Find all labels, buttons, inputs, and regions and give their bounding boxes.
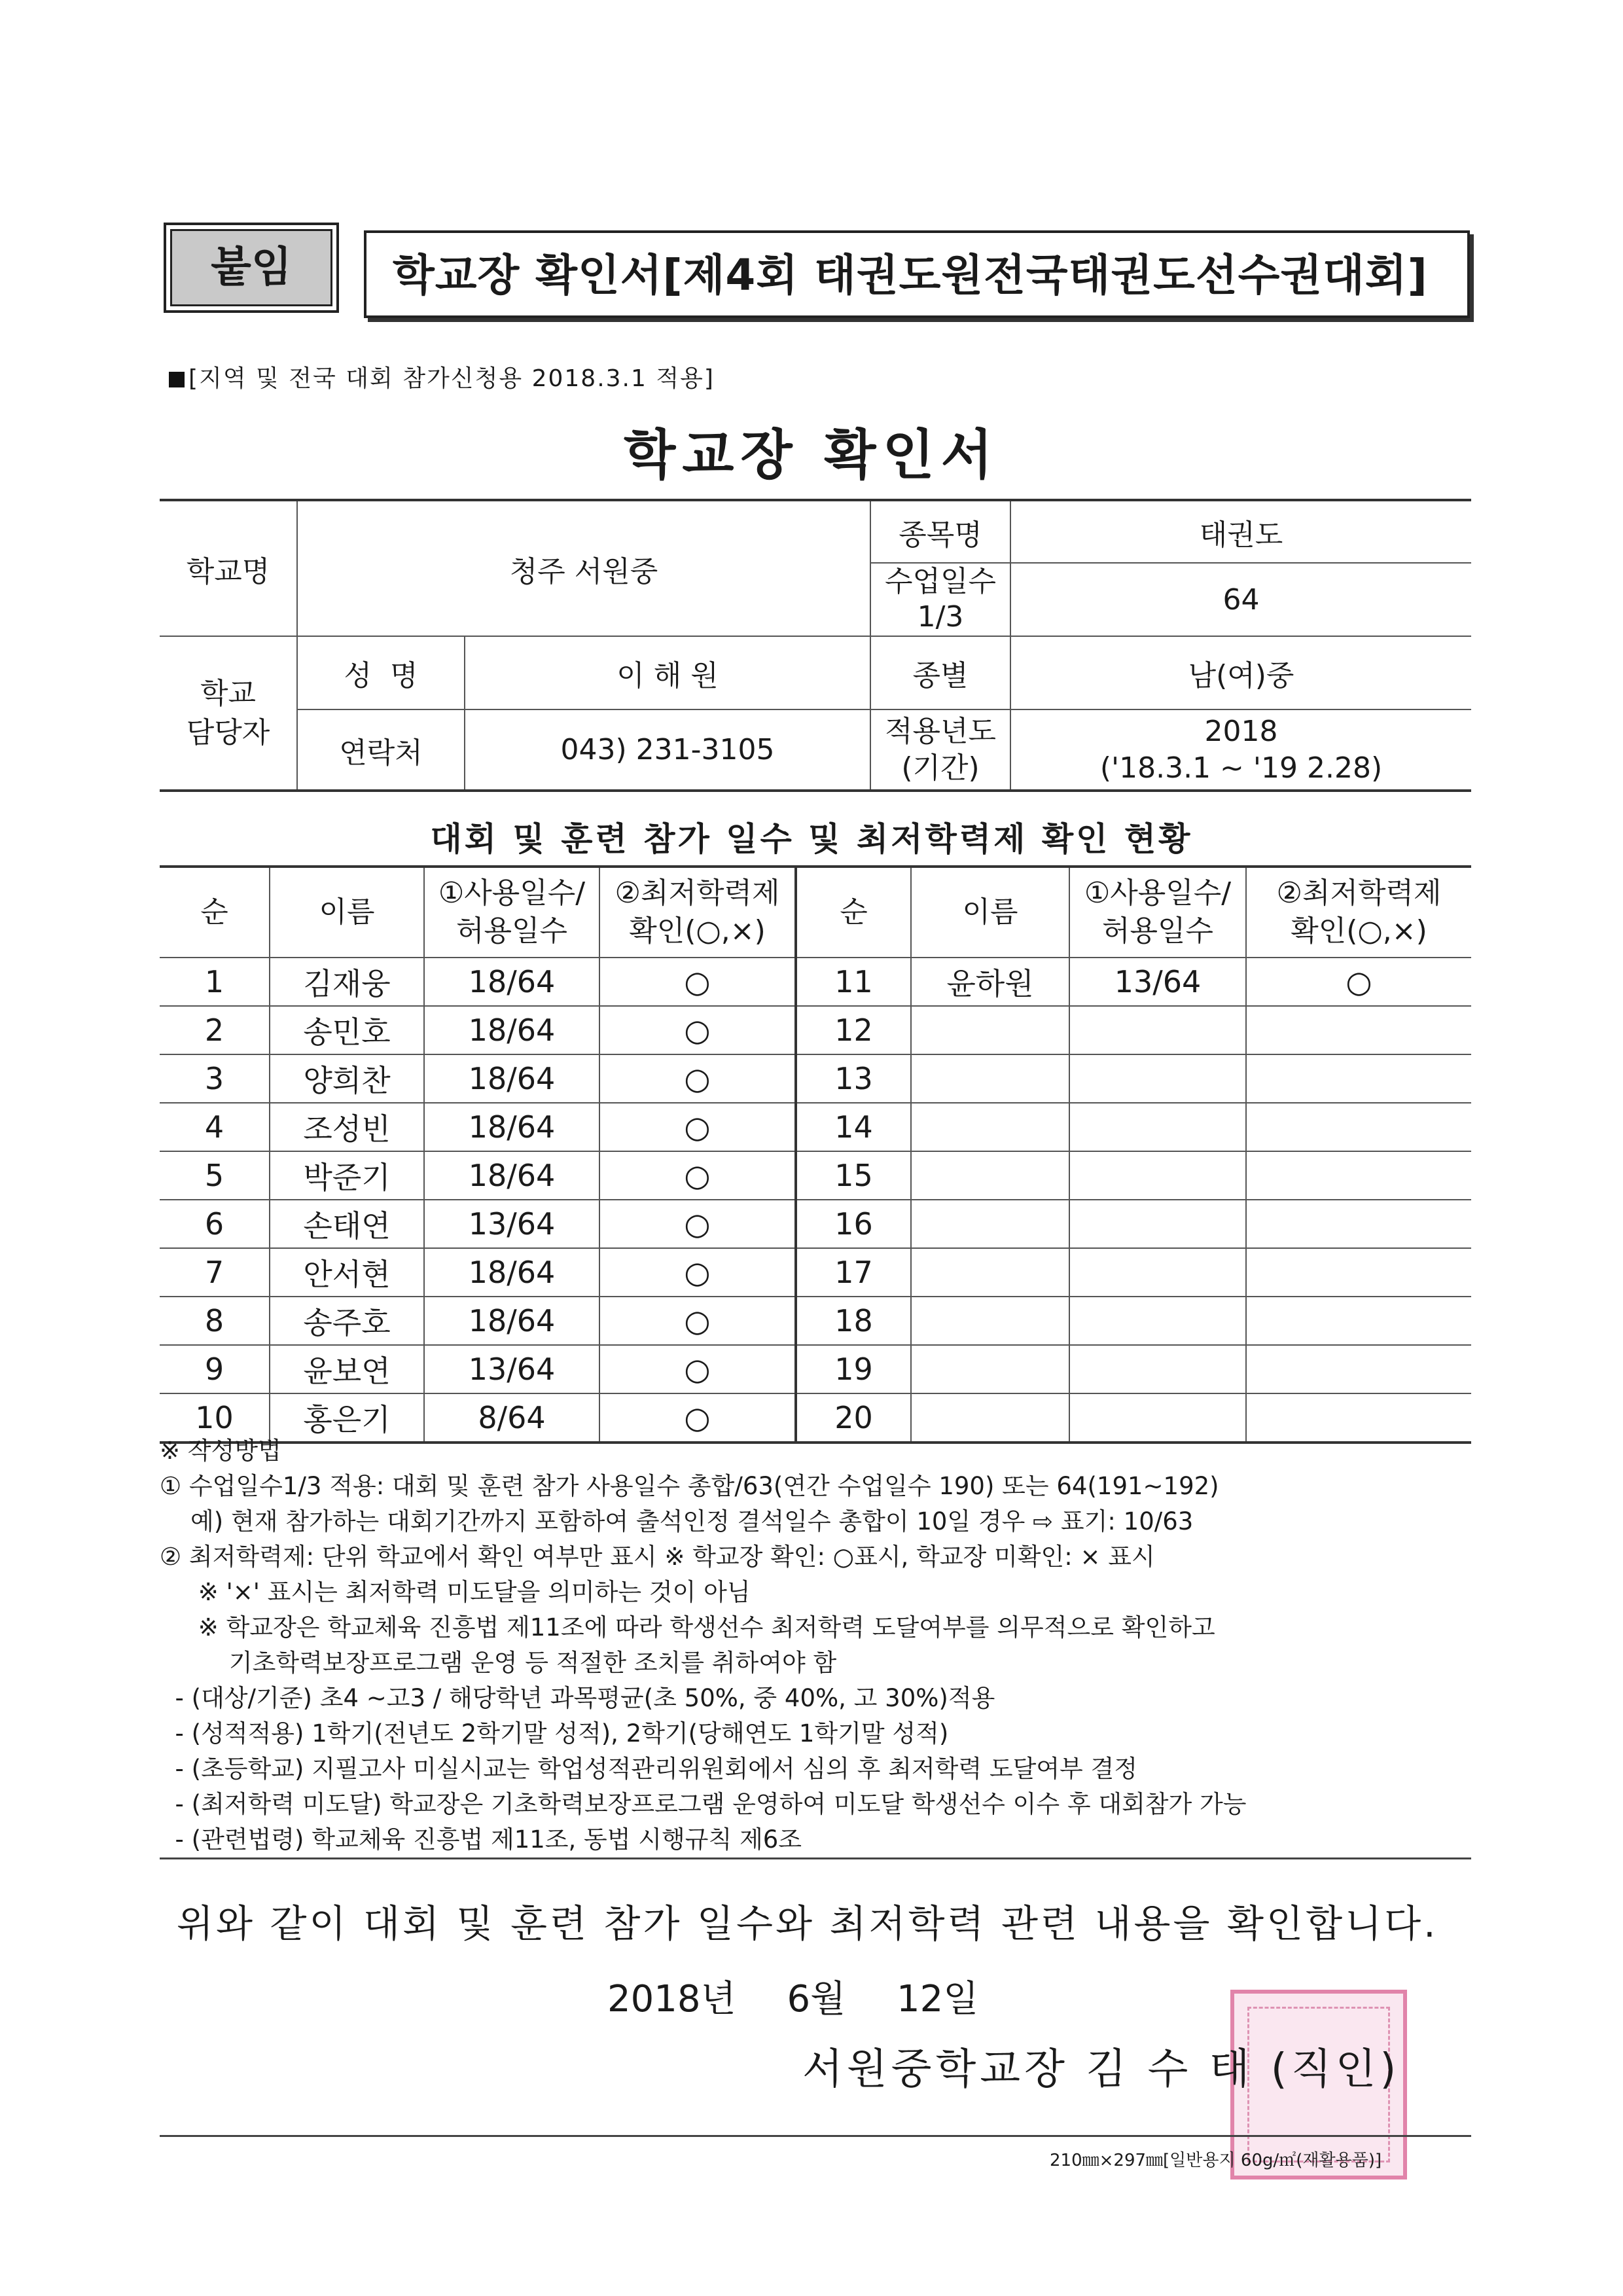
staff-label-line2: 담당자 [186, 715, 270, 749]
cell-ok: ○ [599, 1297, 796, 1345]
cell-days2 [1069, 1297, 1246, 1345]
cell-name: 양희찬 [270, 1054, 424, 1103]
cell-days: 18/64 [424, 1297, 599, 1345]
table-row [160, 958, 1471, 1006]
cell-name: 조성빈 [270, 1103, 424, 1151]
col-days-line2: 허용일수 [455, 914, 567, 948]
name-label: 성 명 [297, 636, 465, 709]
name-value: 이 해 원 [465, 636, 870, 709]
date-day: 12일 [896, 1978, 979, 2020]
attachment-label: 붙임 [164, 223, 339, 313]
cell-name2 [911, 1345, 1069, 1393]
cell-ok: ○ [599, 1200, 796, 1248]
year-label-line2: (기간) [901, 751, 980, 785]
cell-no: 5 [160, 1151, 270, 1200]
col-days-2-line2: 허용일수 [1101, 914, 1213, 948]
cell-no: 2 [160, 1006, 270, 1054]
col-days [424, 867, 599, 958]
cell-days: 18/64 [424, 958, 599, 1006]
cell-days2 [1069, 1006, 1246, 1054]
cell-no2: 19 [796, 1345, 911, 1393]
cell-no2: 20 [796, 1393, 911, 1443]
cell-ok: ○ [599, 958, 796, 1006]
principal-signature: 서원중학교장 김 수 태 (직인) [802, 2045, 1400, 2094]
cell-days2 [1069, 1248, 1246, 1297]
staff-label [160, 636, 297, 791]
gender-value: 남(여)중 [1010, 636, 1471, 709]
cell-no: 4 [160, 1103, 270, 1151]
cell-ok: ○ [599, 1248, 796, 1297]
cell-days: 8/64 [424, 1393, 599, 1443]
cell-no2: 14 [796, 1103, 911, 1151]
col-name: 이름 [270, 867, 424, 958]
instruction-line: - (성적적용) 1학기(전년도 2학기말 성적), 2학기(당해연도 1학기말 성적) [160, 1719, 949, 1748]
col-check-line1: ②최저학력제 [615, 876, 780, 910]
cell-days2 [1069, 1054, 1246, 1103]
instruction-line: ※ '×' 표시는 최저학력 미도달을 의미하는 것이 아님 [160, 1578, 751, 1606]
cell-name2 [911, 1006, 1069, 1054]
contact-value: 043) 231-3105 [465, 709, 870, 791]
cell-no2: 11 [796, 958, 911, 1006]
instruction-line: ① 수업일수1/3 적용: 대회 및 훈련 참가 사용일수 총합/63(연간 수업일수 190) 또는 64(191~192) [160, 1472, 1219, 1500]
cell-name: 안서현 [270, 1248, 424, 1297]
col-no-2: 순 [796, 867, 911, 958]
applies-note-text: [지역 및 전국 대회 참가신청용 2018.3.1 적용] [188, 365, 715, 392]
cell-no: 7 [160, 1248, 270, 1297]
cell-name2 [911, 1103, 1069, 1151]
col-no: 순 [160, 867, 270, 958]
cell-name2: 윤하원 [911, 958, 1069, 1006]
cell-no: 3 [160, 1054, 270, 1103]
school-info-table [160, 499, 1471, 792]
cell-no2: 13 [796, 1054, 911, 1103]
cell-days2 [1069, 1103, 1246, 1151]
cell-ok: ○ [599, 1006, 796, 1054]
confirmation-statement: 위와 같이 대회 및 훈련 참가 일수와 최저학력 관련 내용을 확인합니다. [177, 1901, 1438, 1946]
cell-no2: 15 [796, 1151, 911, 1200]
cell-ok: ○ [599, 1151, 796, 1200]
cell-ok2 [1246, 1248, 1471, 1297]
cell-days2 [1069, 1151, 1246, 1200]
participation-table [160, 865, 1471, 1444]
cell-name: 송민호 [270, 1006, 424, 1054]
cell-no2: 17 [796, 1248, 911, 1297]
year-value-line2: ('18.3.1 ~ '19 2.28) [1099, 751, 1383, 785]
cell-name2 [911, 1054, 1069, 1103]
cell-days: 18/64 [424, 1054, 599, 1103]
cell-name: 박준기 [270, 1151, 424, 1200]
year-label-line1: 적용년도 [884, 714, 996, 748]
class-days-label-line2: 1/3 [917, 600, 964, 634]
cell-days: 18/64 [424, 1151, 599, 1200]
cell-days2: 13/64 [1069, 958, 1246, 1006]
cell-no: 10 [160, 1393, 270, 1443]
staff-label-line1: 학교 [200, 676, 256, 710]
table-header-row [160, 867, 1471, 958]
cell-name: 손태연 [270, 1200, 424, 1248]
page-title: 학교장 확인서 [624, 424, 999, 486]
instruction-line: ② 최저학력제: 단위 학교에서 확인 여부만 표시 ※ 학교장 확인: ○표시, 학교장 미확인: × 표시 [160, 1543, 1155, 1571]
col-check-2 [1246, 867, 1471, 958]
cell-name: 송주호 [270, 1297, 424, 1345]
footer-divider [160, 2135, 1471, 2137]
cell-days: 18/64 [424, 1248, 599, 1297]
col-check-2-line2: 확인(○,×) [1291, 914, 1427, 948]
applies-note [169, 360, 715, 393]
cell-no2: 12 [796, 1006, 911, 1054]
instruction-line: 기초학력보장프로그램 운영 등 적절한 조치를 취하여야 함 [160, 1649, 837, 1677]
col-check [599, 867, 796, 958]
cell-ok: ○ [599, 1103, 796, 1151]
school-value: 청주 서원중 [297, 500, 870, 636]
cell-ok2 [1246, 1103, 1471, 1151]
table-row [160, 1200, 1471, 1248]
table-row [160, 1103, 1471, 1151]
col-check-2-line1: ②최저학력제 [1276, 876, 1442, 910]
cell-no: 8 [160, 1297, 270, 1345]
instruction-line: ※ 작성방법 [160, 1437, 281, 1465]
col-days-line1: ①사용일수/ [438, 876, 586, 910]
cell-ok: ○ [599, 1393, 796, 1443]
instruction-line: - (대상/기준) 초4 ~고3 / 해당학년 과목평균(초 50%, 중 40%, 고 30%)적용 [160, 1684, 995, 1712]
cell-days: 13/64 [424, 1200, 599, 1248]
cell-ok2 [1246, 1006, 1471, 1054]
cell-ok: ○ [599, 1345, 796, 1393]
date-month: 6월 [787, 1978, 846, 2020]
year-value-line1: 2018 [1204, 714, 1278, 748]
table-title: 대회 및 훈련 참가 일수 및 최저학력제 확인 현황 [430, 820, 1193, 858]
cell-ok2 [1246, 1151, 1471, 1200]
square-bullet-icon [169, 372, 185, 387]
instruction-line: ※ 학교장은 학교체육 진흥법 제11조에 따라 학생선수 최저학력 도달여부를 의무적으로 확인하고 [160, 1613, 1215, 1641]
sport-value: 태권도 [1010, 500, 1471, 563]
cell-days: 18/64 [424, 1006, 599, 1054]
table-row [160, 1151, 1471, 1200]
table-row [160, 1345, 1471, 1393]
writing-instructions [160, 1433, 1475, 1857]
instruction-line: - (최저학력 미도달) 학교장은 기초학력보장프로그램 운영하여 미도달 학생선수 이수 후 대회참가 가능 [160, 1790, 1247, 1818]
cell-name2 [911, 1248, 1069, 1297]
paper-spec-note: 210㎜×297㎜[일반용지 60g/㎡(재활용품)] [1050, 2151, 1382, 2170]
issue-date [607, 1970, 978, 2022]
cell-days: 18/64 [424, 1103, 599, 1151]
cell-name: 윤보연 [270, 1345, 424, 1393]
cell-name2 [911, 1200, 1069, 1248]
cell-no: 1 [160, 958, 270, 1006]
cell-ok2 [1246, 1200, 1471, 1248]
cell-days2 [1069, 1200, 1246, 1248]
table-row [160, 1006, 1471, 1054]
col-days-2-line1: ①사용일수/ [1084, 876, 1232, 910]
cell-days: 13/64 [424, 1345, 599, 1393]
date-year: 2018년 [607, 1978, 736, 2020]
class-days-label [870, 563, 1010, 636]
gender-label: 종별 [870, 636, 1010, 709]
cell-ok: ○ [599, 1054, 796, 1103]
cell-no2: 18 [796, 1297, 911, 1345]
cell-ok2: ○ [1246, 958, 1471, 1006]
divider [160, 1857, 1471, 1859]
instruction-line: - (관련법령) 학교체육 진흥법 제11조, 동법 시행규칙 제6조 [160, 1825, 802, 1854]
instruction-line: - (초등학교) 지필고사 미실시교는 학업성적관리위원회에서 심의 후 최저학력 도달여부 결정 [160, 1755, 1138, 1783]
cell-no: 6 [160, 1200, 270, 1248]
document-heading: 학교장 확인서[제4회 태권도원전국태권도선수권대회] [364, 230, 1470, 318]
cell-ok2 [1246, 1345, 1471, 1393]
contact-label: 연락처 [297, 709, 465, 791]
cell-name: 홍은기 [270, 1393, 424, 1443]
table-row [160, 1248, 1471, 1297]
cell-ok2 [1246, 1054, 1471, 1103]
cell-no2: 16 [796, 1200, 911, 1248]
year-label [870, 709, 1010, 791]
col-name-2: 이름 [911, 867, 1069, 958]
sport-label: 종목명 [870, 500, 1010, 563]
cell-days2 [1069, 1345, 1246, 1393]
cell-name2 [911, 1297, 1069, 1345]
col-check-line2: 확인(○,×) [629, 914, 766, 948]
cell-name2 [911, 1151, 1069, 1200]
cell-no: 9 [160, 1345, 270, 1393]
instruction-line: 예) 현재 참가하는 대회기간까지 포함하여 출석인정 결석일수 총합이 10일 경우 ⇨ 표기: 10/63 [160, 1507, 1194, 1535]
class-days-label-line1: 수업일수 [884, 565, 996, 598]
col-days-2 [1069, 867, 1246, 958]
class-days-value: 64 [1010, 563, 1471, 636]
school-label: 학교명 [160, 500, 297, 636]
cell-ok2 [1246, 1297, 1471, 1345]
table-row [160, 1297, 1471, 1345]
cell-name: 김재웅 [270, 958, 424, 1006]
year-value [1010, 709, 1471, 791]
table-row [160, 1054, 1471, 1103]
